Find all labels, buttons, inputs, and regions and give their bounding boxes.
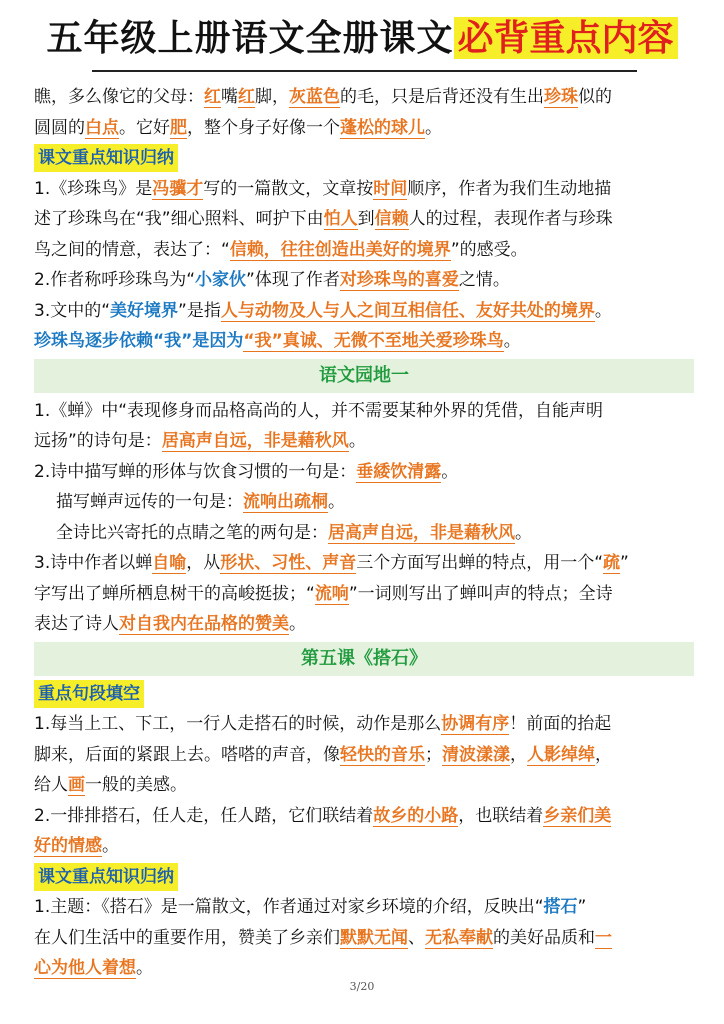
section-heading-row — [34, 862, 694, 893]
body-text: 。它好 — [119, 117, 170, 138]
body-text: ”体现了作者 — [246, 270, 340, 290]
key-answer-text: 一 — [595, 927, 612, 948]
key-answer-text: 乡亲们美 — [543, 805, 612, 826]
body-text: ， — [595, 744, 612, 765]
section-bar-garden: 语文园地一 — [34, 359, 694, 393]
body-text: 。 — [515, 522, 532, 543]
body-text: 。 — [594, 300, 612, 321]
text-line — [34, 235, 694, 266]
body-text: 鸟之间的情意，表达了：“ — [34, 239, 230, 260]
body-text: ” — [620, 553, 629, 573]
title-main: 五年级上册语文全册课文 — [46, 17, 454, 59]
body-text: 。 — [136, 958, 153, 978]
text-line — [34, 579, 694, 610]
body-text: ！前面的抬起 — [509, 714, 612, 734]
body-text: 。 — [425, 117, 442, 138]
body-text: 1.主题：《搭石》是一篇散文，作者通过对家乡环境的介绍，反映出“ — [34, 897, 544, 917]
body-text: 。 — [441, 461, 459, 482]
key-answer-text: 居高声自远，非是藉秋风 — [161, 431, 349, 451]
key-term-text: 美好境界 — [110, 300, 179, 321]
text-line — [34, 831, 694, 862]
text-line — [34, 426, 694, 457]
body-text: ，也联结着 — [458, 805, 544, 826]
body-text: 、 — [408, 927, 425, 948]
key-answer-text: 红 — [204, 87, 221, 107]
text-line — [34, 953, 694, 984]
body-text: ” — [577, 897, 587, 917]
body-text: 。 — [503, 331, 521, 351]
key-answer-text: 白点 — [85, 117, 119, 138]
key-answer-text: 清波漾漾 — [442, 744, 510, 765]
key-answer-text: 时间 — [373, 178, 408, 199]
body-text: 一般的美感。 — [85, 775, 187, 795]
garden-block — [34, 396, 694, 640]
text-line — [34, 709, 694, 740]
body-text: 述了珍珠鸟在“我”细心照料、呵护下由 — [34, 209, 324, 229]
key-term-text: 搭石 — [543, 897, 578, 917]
key-answer-text: 疏 — [603, 553, 621, 573]
key-answer-text: 居高声自远，非是藉秋风 — [328, 522, 515, 543]
text-line — [34, 892, 694, 923]
key-answer-text: 人影绰绰 — [527, 744, 595, 765]
key-answer-text: 怕人 — [323, 209, 358, 229]
body-text: 3.诗中作者以蝉 — [34, 553, 153, 573]
key-answer-text: 冯骥才 — [152, 178, 204, 199]
body-text: 到 — [357, 209, 375, 229]
body-text: 圆圆的 — [34, 117, 85, 138]
body-text: 在人们生活中的重要作用，赞美了乡亲们 — [34, 927, 340, 948]
body-text: 。 — [348, 431, 366, 451]
body-text: 写的一篇散文，文章按 — [203, 178, 374, 199]
text-line — [34, 396, 694, 427]
body-text: ”的感受。 — [450, 239, 528, 260]
key-answer-text: 默默无闻 — [340, 927, 408, 948]
page-title — [0, 10, 724, 61]
key-answer-text: 人与动物及人与人之间互相信任、友好共处的境界 — [220, 300, 595, 321]
section-heading-row — [34, 143, 694, 174]
body-text: ； — [425, 744, 442, 765]
knowledge-block-zhenzhuniao — [34, 174, 694, 357]
key-answer-text: 故乡的小路 — [373, 805, 459, 826]
body-text: 似的 — [578, 87, 612, 107]
text-line — [34, 457, 694, 488]
key-answer-text: 形状、习性、声音 — [220, 553, 357, 573]
section-tag-knowledge-2: 课文重点知识归纳 — [34, 863, 178, 891]
fill-block-dashi — [34, 709, 694, 862]
body-text: 2.作者称呼珍珠鸟为“ — [34, 270, 196, 290]
key-answer-text: 信赖，往往创造出美好的境界 — [229, 239, 451, 260]
body-text: 1.《蝉》中“表现修身而品格高尚的人，并不需要某种外界的凭借，自能声明 — [34, 400, 604, 421]
body-text: ”是指 — [178, 300, 221, 321]
title-highlight: 必背重点内容 — [454, 17, 678, 59]
key-term-text: 珍珠鸟逐步依赖“我”是因为 — [34, 331, 244, 351]
text-line — [34, 548, 694, 579]
body-text: 人的过程，表现作者与珍珠 — [408, 209, 613, 229]
intro-block — [34, 82, 694, 143]
key-answer-text: 蓬松的球儿 — [340, 117, 425, 138]
body-text: ， — [510, 744, 527, 765]
key-answer-text: 灰蓝色 — [289, 87, 340, 107]
section-tag-fill: 重点句段填空 — [34, 680, 144, 708]
body-text: ”一词则写出了蝉叫声的特点；全诗 — [348, 583, 613, 604]
text-line — [34, 801, 694, 832]
body-text: 顺序，作者为我们生动地描 — [407, 178, 612, 199]
key-answer-text: 对珍珠鸟的喜爱 — [339, 270, 459, 290]
key-answer-text: 好的情感 — [34, 836, 102, 856]
body-text: 3.文中的“ — [34, 300, 111, 321]
body-text: 的毛，只是后背还没有生出 — [340, 87, 544, 107]
body-text: 2.一排排搭石，任人走，任人踏，它们联结着 — [34, 805, 374, 826]
key-answer-text: 红 — [238, 87, 255, 107]
key-answer-text: 流响 — [314, 583, 349, 604]
body-text: 的美好品质和 — [493, 927, 595, 948]
key-answer-text: 轻快的音乐 — [340, 744, 425, 765]
key-answer-text: 自喻 — [152, 553, 187, 573]
body-text: 远扬”的诗句是： — [34, 431, 162, 451]
text-line — [34, 518, 694, 549]
key-answer-text: 画 — [68, 775, 85, 795]
body-text: 。 — [289, 614, 306, 634]
text-line — [34, 265, 694, 296]
section-tag-knowledge: 课文重点知识归纳 — [34, 144, 178, 172]
section-heading-row — [34, 679, 694, 710]
content-body — [34, 82, 694, 984]
key-answer-text: 珍珠 — [544, 87, 578, 107]
key-answer-text: “我”真诚、无微不至地关爱珍珠鸟 — [243, 331, 504, 351]
title-underline — [92, 70, 637, 72]
body-text: 描写蝉声远传的一句是： — [56, 492, 243, 512]
text-line — [34, 296, 694, 327]
key-answer-text: 无私奉献 — [425, 927, 493, 948]
key-answer-text: 肥 — [170, 117, 187, 138]
body-text: 之情。 — [458, 270, 510, 290]
body-text: 三个方面写出蝉的特点，用一个“ — [356, 553, 604, 573]
key-answer-text: 协调有序 — [441, 714, 510, 734]
body-text: 瞧，多么像它的父母： — [34, 87, 204, 107]
body-text: ，整个身子好像一个 — [187, 117, 340, 138]
body-text: ，从 — [186, 553, 221, 573]
text-line — [34, 204, 694, 235]
body-text: 2.诗中描写蝉的形体与饮食习惯的一句是： — [34, 461, 357, 482]
key-term-text: 小家伙 — [195, 270, 247, 290]
body-text: 脚， — [255, 87, 289, 107]
body-text: 字写出了蝉所栖息树干的高峻挺拔；“ — [34, 583, 315, 604]
text-line — [34, 740, 694, 771]
body-text: 1.《珍珠鸟》是 — [34, 178, 153, 199]
body-text: 嘴 — [221, 87, 238, 107]
text-line — [34, 487, 694, 518]
body-text: 表达了诗人 — [34, 614, 119, 634]
body-text: 全诗比兴寄托的点睛之笔的两句是： — [56, 522, 328, 543]
body-text: 脚来，后面的紧跟上去。嗒嗒的声音，像 — [34, 744, 340, 765]
body-text: 。 — [102, 836, 119, 856]
text-line — [34, 609, 694, 640]
text-line — [34, 82, 694, 113]
text-line — [34, 174, 694, 205]
text-line — [34, 326, 694, 357]
body-text: 。 — [328, 492, 345, 512]
text-line — [34, 923, 694, 954]
key-answer-text: 信赖 — [374, 209, 409, 229]
key-answer-text: 对自我内在品格的赞美 — [119, 614, 289, 634]
text-line — [34, 113, 694, 144]
key-answer-text: 流响出疏桐 — [243, 492, 328, 512]
body-text: 给人 — [34, 775, 68, 795]
knowledge-block-dashi — [34, 892, 694, 984]
page-number: 3/20 — [349, 980, 375, 993]
text-line — [34, 770, 694, 801]
body-text: 1.每当上工、下工，一行人走搭石的时候，动作是那么 — [34, 714, 442, 734]
section-bar-lesson5: 第五课《搭石》 — [34, 642, 694, 676]
key-answer-text: 心为他人着想 — [34, 958, 136, 978]
key-answer-text: 垂緌饮清露 — [356, 461, 442, 482]
